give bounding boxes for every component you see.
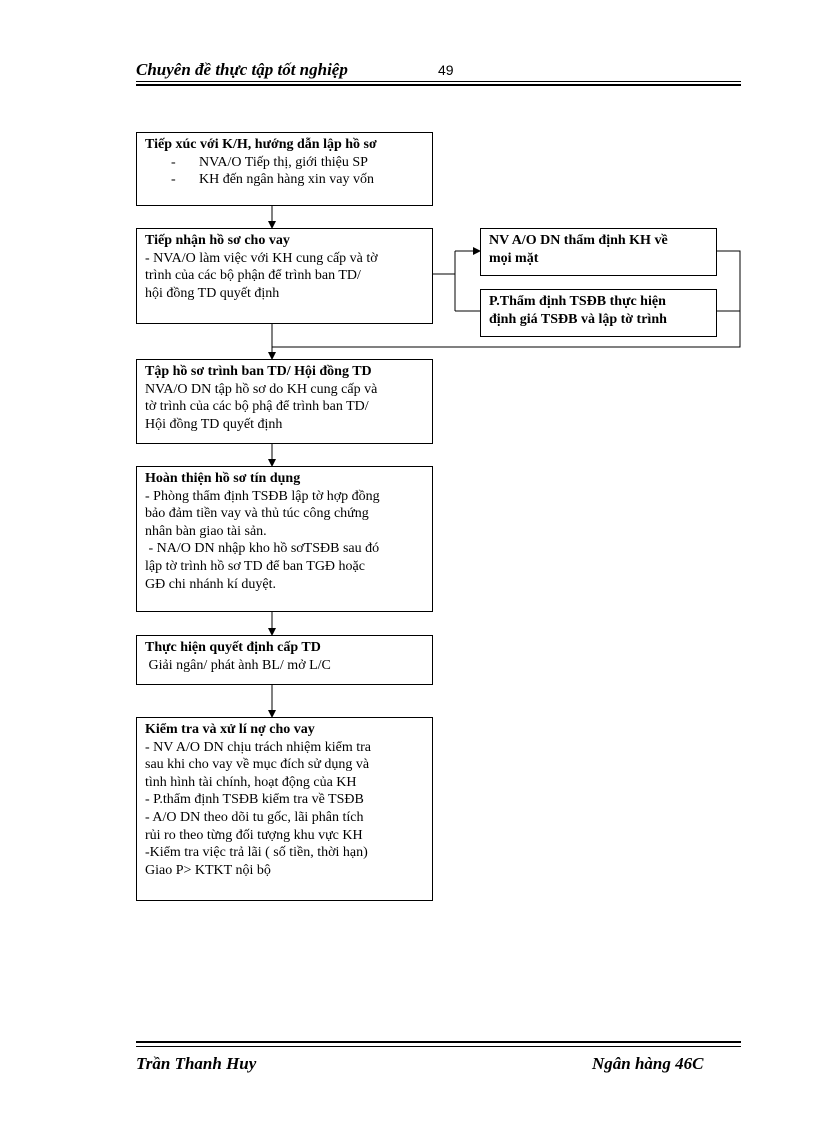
- page-number: 49: [438, 62, 454, 78]
- side-line: mọi mặt: [489, 250, 539, 266]
- side-appraisal-customer: [480, 228, 717, 276]
- side-appraisal-collateral: [480, 289, 717, 337]
- step-title: Thực hiện quyết định cấp TD: [145, 640, 321, 655]
- step-line: Hội đồng TD quyết định: [145, 416, 283, 432]
- step-line: NVA/O DN tập hồ sơ do KH cung cấp và: [145, 381, 378, 397]
- footer-rule-thin: [136, 1046, 741, 1047]
- step-line: -Kiểm tra việc trả lãi ( số tiền, thời hạn): [145, 845, 368, 861]
- step-line: bảo đảm tiền vay và thủ túc công chứng: [145, 506, 369, 522]
- step-line: - Phòng thẩm định TSĐB lập tờ hợp đồng: [145, 488, 380, 504]
- step-line: Giao P> KTKT nội bộ: [145, 862, 271, 878]
- step-complete-dossier: [136, 466, 433, 612]
- step-line: hội đồng TD quyết định: [145, 285, 280, 301]
- list-item: - NVA/O Tiếp thị, giới thiệu SP: [171, 154, 368, 170]
- side-line: NV A/O DN thẩm định KH về: [489, 233, 668, 248]
- step-title: Tập hồ sơ trình ban TD/ Hội đồng TD: [145, 364, 372, 379]
- step-line: - NVA/O làm việc với KH cung cấp và tờ: [145, 250, 378, 266]
- footer-rule-thick: [136, 1041, 741, 1043]
- step-execute-decision: [136, 635, 433, 685]
- footer-class: Ngân hàng 46C: [592, 1054, 704, 1073]
- step-monitor-loan: [136, 717, 433, 901]
- footer-author: Trần Thanh Huy: [136, 1054, 257, 1073]
- step-line: tờ trình của các bộ phậ để trình ban TD/: [145, 399, 369, 415]
- step-line: trình của các bộ phận để trình ban TD/: [145, 268, 361, 284]
- step-line: - NA/O DN nhập kho hồ sơTSĐB sau đó: [145, 541, 380, 557]
- step-title: Tiếp xúc với K/H, hướng dẫn lập hồ sơ: [145, 137, 377, 152]
- step-line: lập tờ trình hồ sơ TD để ban TGĐ hoặc: [145, 558, 365, 574]
- step-title: Tiếp nhận hồ sơ cho vay: [145, 233, 290, 248]
- step-line: - P.thẩm định TSĐB kiểm tra về TSĐB: [145, 792, 364, 808]
- step-line: - A/O DN theo dõi tu gốc, lãi phân tích: [145, 809, 364, 825]
- step-line: Giải ngân/ phát ành BL/ mở L/C: [145, 657, 331, 673]
- header-title: Chuyên đề thực tập tốt nghiệp: [136, 60, 348, 79]
- step-receive-application: [136, 228, 433, 324]
- step-line: rủi ro theo từng đối tượng khu vực KH: [145, 827, 363, 843]
- step-line: nhân bàn giao tài sản.: [145, 523, 267, 539]
- step-line: - NV A/O DN chịu trách nhiệm kiểm tra: [145, 739, 372, 755]
- step-line: GĐ chi nhánh kí duyệt.: [145, 576, 277, 592]
- step-submit-dossier: [136, 359, 433, 444]
- step-contact-customer: [136, 132, 433, 206]
- step-title: Hoàn thiện hồ sơ tín dụng: [145, 471, 301, 486]
- list-item: - KH đến ngân hàng xin vay vốn: [171, 172, 374, 188]
- step-line: tình hình tài chính, hoạt động của KH: [145, 774, 357, 790]
- side-line: định giá TSĐB và lập tờ trình: [489, 311, 667, 327]
- step-line: sau khi cho vay về mục đích sử dụng và: [145, 757, 370, 773]
- side-line: P.Thẩm định TSĐB thực hiện: [489, 294, 666, 309]
- step-title: Kiểm tra và xử lí nợ cho vay: [145, 722, 315, 737]
